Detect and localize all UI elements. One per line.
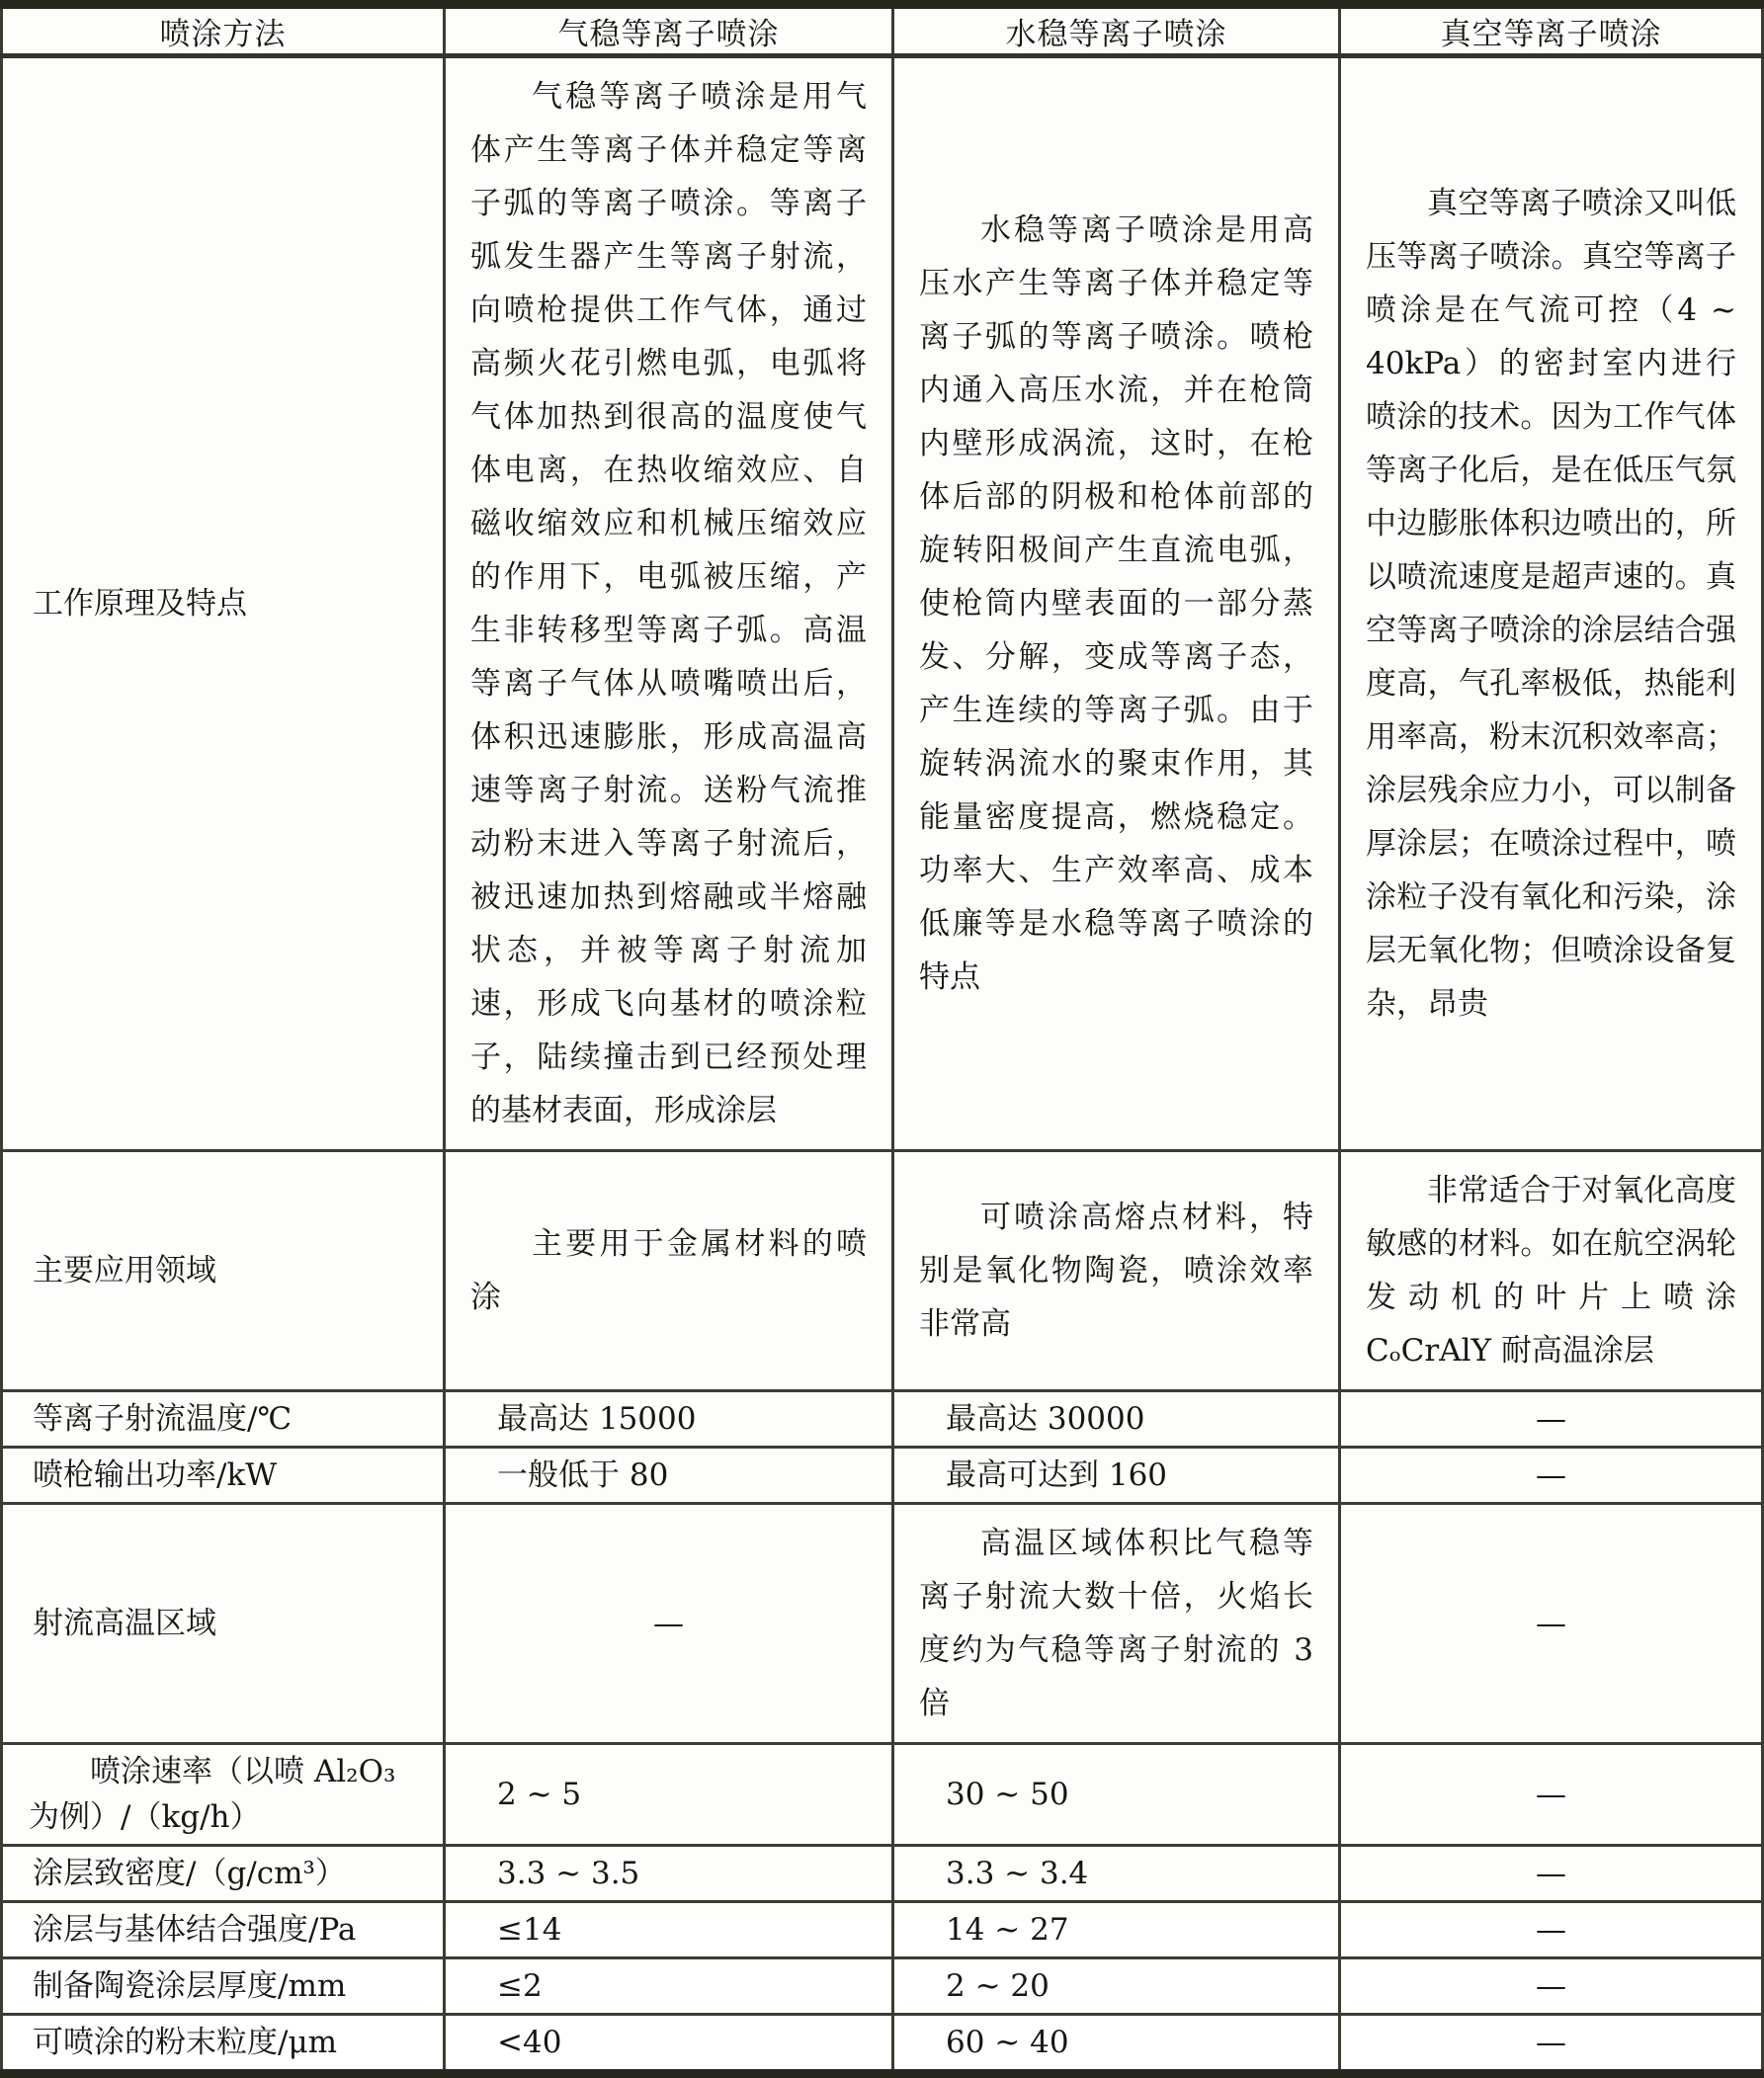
table-row-jet-temperature [2,1391,1763,1448]
cell-water-working-principle: 水稳等离子喷涂是用高压水产生等离子体并稳定等离子弧的等离子喷涂。喷枪内通入高压水流，并在枪筒内壁形成涡流，这时，在枪体后部的阴极和枪体前部的旋转阳极间产生直流电弧，使枪筒内壁表面的一部分蒸发、分解，变成等离子态，产生连续的等离子弧。由于旋转涡流水的聚束作用，其能量密度提高，燃烧稳定。功率大、生产效率高、成本低廉等是水稳等离子喷涂的特点 [893,56,1340,1151]
cell-water-main-applications: 可喷涂高熔点材料，特别是氧化物陶瓷，喷涂效率非常高 [893,1151,1340,1391]
cell-water-gun-output-power: 最高可达到 160 [893,1448,1340,1504]
row-label-ceramic-coating-thickness: 制备陶瓷涂层厚度/mm [2,1958,445,2015]
cell-water-ceramic-coating-thickness: 2 ~ 20 [893,1958,1340,2015]
table-row-working-principle [2,56,1763,1151]
cell-water-powder-particle-size: 60 ~ 40 [893,2015,1340,2074]
cell-gas-main-applications: 主要用于金属材料的喷涂 [445,1151,893,1391]
cell-gas-high-temp-zone: — [445,1504,893,1744]
cell-vacuum-high-temp-zone: — [1340,1504,1763,1744]
row-label-powder-particle-size: 可喷涂的粉末粒度/μm [2,2015,445,2074]
cell-vacuum-ceramic-coating-thickness: — [1340,1958,1763,2015]
cell-water-high-temp-zone: 高温区域体积比气稳等离子射流大数十倍，火焰长度约为气稳等离子射流的 3 倍 [893,1504,1340,1744]
column-header-vacuum: 真空等离子喷涂 [1340,5,1763,56]
cell-vacuum-main-applications: 非常适合于对氧化高度敏感的材料。如在航空涡轮发动机的叶片上喷涂 CₒCrAlY 耐高温涂层 [1340,1151,1763,1391]
cell-gas-spray-rate: 2 ~ 5 [445,1744,893,1846]
cell-gas-coating-density: 3.3 ~ 3.5 [445,1846,893,1902]
row-label-spray-rate: 喷涂速率（以喷 Al₂O₃ 为例）/（kg/h） [2,1744,445,1846]
cell-gas-bond-strength: ≤14 [445,1902,893,1958]
cell-gas-jet-temperature: 最高达 15000 [445,1391,893,1448]
table-row-spray-rate [2,1744,1763,1846]
cell-vacuum-jet-temperature: — [1340,1391,1763,1448]
cell-gas-gun-output-power: 一般低于 80 [445,1448,893,1504]
table-row-gun-output-power [2,1448,1763,1504]
column-header-water-stabilized: 水稳等离子喷涂 [893,5,1340,56]
cell-water-bond-strength: 14 ~ 27 [893,1902,1340,1958]
cell-water-coating-density: 3.3 ~ 3.4 [893,1846,1340,1902]
column-header-gas-stabilized: 气稳等离子喷涂 [445,5,893,56]
column-header-spray-method: 喷涂方法 [2,5,445,56]
row-label-high-temp-zone: 射流高温区域 [2,1504,445,1744]
cell-gas-working-principle: 气稳等离子喷涂是用气体产生等离子体并稳定等离子弧的等离子喷涂。等离子弧发生器产生等离子射流，向喷枪提供工作气体，通过高频火花引燃电弧，电弧将气体加热到很高的温度使气体电离，在热收缩效应、自磁收缩效应和机械压缩效应的作用下，电弧被压缩，产生非转移型等离子弧。高温等离子气体从喷嘴喷出后，体积迅速膨胀，形成高温高速等离子射流。送粉气流推动粉末进入等离子射流后，被迅速加热到熔融或半熔融状态，并被等离子射流加速，形成飞向基材的喷涂粒子，陆续撞击到已经预处理的基材表面，形成涂层 [445,56,893,1151]
row-label-working-principle: 工作原理及特点 [2,56,445,1151]
row-label-gun-output-power: 喷枪输出功率/kW [2,1448,445,1504]
cell-vacuum-working-principle: 真空等离子喷涂又叫低压等离子喷涂。真空等离子喷涂是在气流可控（4 ~ 40kPa）的密封室内进行喷涂的技术。因为工作气体等离子化后，是在低压气氛中边膨胀体积边喷出的，所以喷流速度是超声速的。真空等离子喷涂的涂层结合强度高，气孔率极低，热能利用率高，粉末沉积效率高；涂层残余应力小，可以制备厚涂层；在喷涂过程中，喷涂粒子没有氧化和污染，涂层无氧化物；但喷涂设备复杂，昂贵 [1340,56,1763,1151]
table-row-powder-particle-size [2,2015,1763,2074]
row-label-jet-temperature: 等离子射流温度/℃ [2,1391,445,1448]
row-label-coating-density: 涂层致密度/（g/cm³） [2,1846,445,1902]
cell-vacuum-spray-rate: — [1340,1744,1763,1846]
table-row-high-temp-zone [2,1504,1763,1744]
cell-gas-powder-particle-size: <40 [445,2015,893,2074]
table-row-ceramic-coating-thickness [2,1958,1763,2015]
row-label-bond-strength: 涂层与基体结合强度/Pa [2,1902,445,1958]
row-label-main-applications: 主要应用领域 [2,1151,445,1391]
cell-gas-ceramic-coating-thickness: ≤2 [445,1958,893,2015]
cell-water-spray-rate: 30 ~ 50 [893,1744,1340,1846]
cell-vacuum-coating-density: — [1340,1846,1763,1902]
cell-vacuum-bond-strength: — [1340,1902,1763,1958]
table-row-main-applications [2,1151,1763,1391]
table-row-bond-strength [2,1902,1763,1958]
cell-water-jet-temperature: 最高达 30000 [893,1391,1340,1448]
cell-vacuum-powder-particle-size: — [1340,2015,1763,2074]
table-row-coating-density [2,1846,1763,1902]
cell-vacuum-gun-output-power: — [1340,1448,1763,1504]
header-row [2,5,1763,56]
